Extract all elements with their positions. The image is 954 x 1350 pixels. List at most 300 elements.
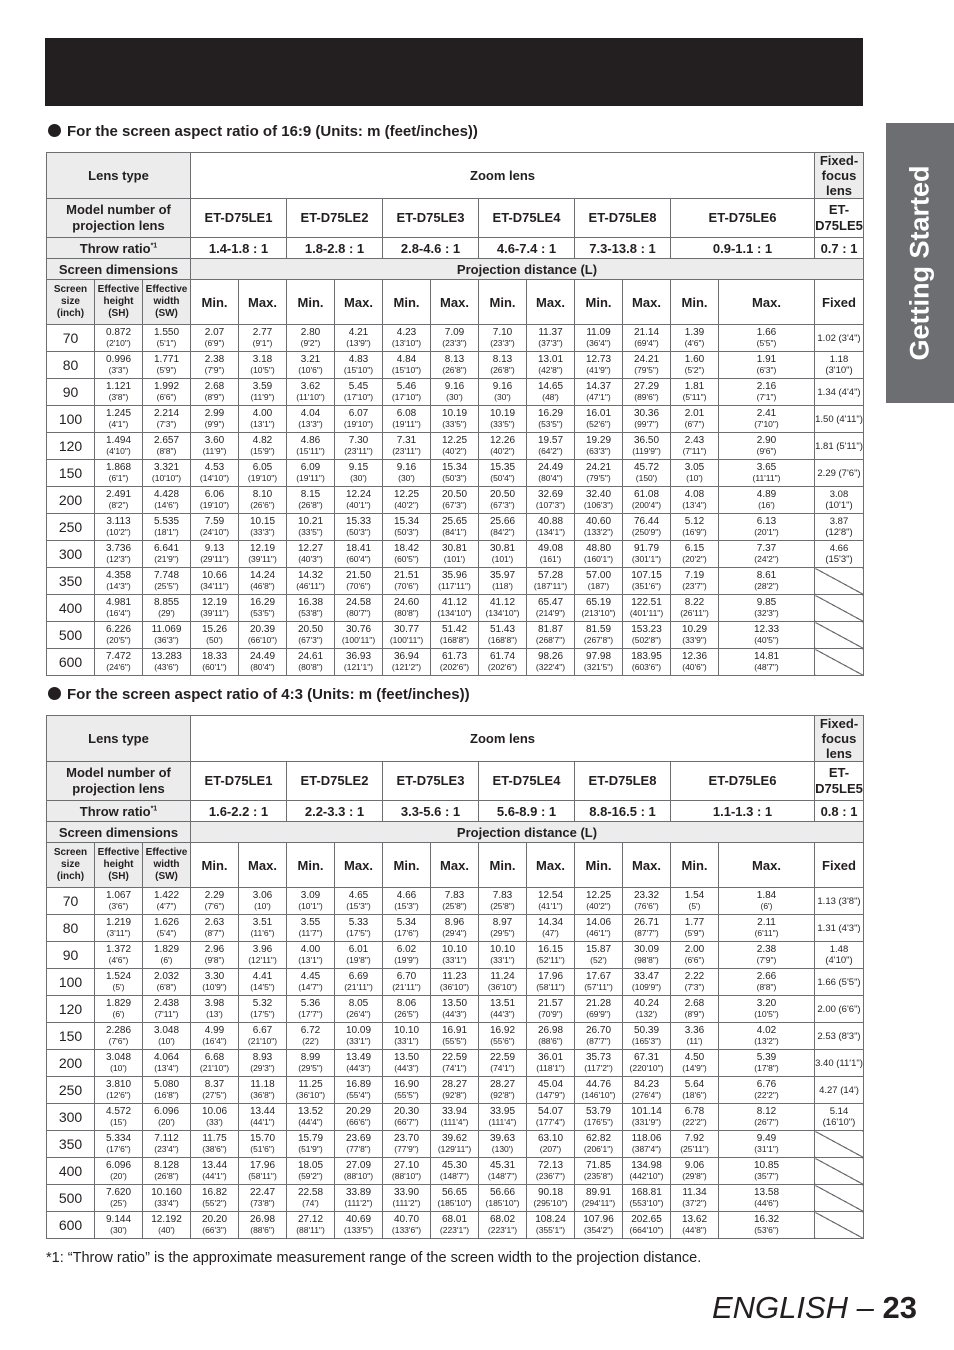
value-m: 202.65 [631,1214,662,1225]
distance-cell [239,1104,287,1131]
value-ft: (17'10") [343,392,374,402]
distance-cell [383,1158,431,1185]
distance-cell [239,942,287,969]
distance-cell [719,595,815,622]
value-m: 16.90 [393,1079,420,1090]
table-row [47,1158,864,1185]
value-m: 36.94 [393,651,420,662]
distance-cell [95,1023,143,1050]
value-m: 5.34 [396,917,417,928]
value-ft: (11'6") [250,928,275,938]
distance-cell [479,379,527,406]
distance-cell [383,1050,431,1077]
table-row [47,1131,864,1158]
distance-cell [575,915,623,942]
distance-cell [671,514,719,541]
distance-cell [191,622,239,649]
value-ft: (26'7") [754,1117,779,1127]
col-min: Min. [383,280,431,325]
value-m: 107.96 [583,1214,614,1225]
distance-cell [527,487,575,514]
distance-cell [239,1131,287,1158]
value-m: 16.01 [585,408,612,419]
value-m: 10.19 [489,408,516,419]
value-ft: (36'10") [439,982,470,992]
value-m: 5.33 [348,917,369,928]
col-max: Max. [719,280,815,325]
value-ft: (11'9") [250,392,275,402]
distance-cell [479,622,527,649]
value-m: 3.55 [300,917,321,928]
distance-cell [143,1131,191,1158]
distance-cell [527,969,575,996]
value-m: 2.68 [684,998,705,1009]
value-m: 6.72 [300,1025,321,1036]
distance-cell [575,352,623,379]
value-ft: (29') [158,608,175,618]
throw-ratio-label [47,238,191,259]
value-m: 40.69 [345,1214,372,1225]
distance-cell [287,352,335,379]
distance-cell [671,969,719,996]
distance-cell [719,1158,815,1185]
value-ft: (10'5") [250,365,275,375]
value-m: 4.358 [105,570,132,581]
section-tab[interactable] [886,123,954,403]
value-m: 18.33 [201,651,228,662]
distance-cell [383,406,431,433]
value-m: 11.23 [442,971,467,982]
value-m: 21.28 [585,998,612,1009]
value-m: 21.50 [345,570,372,581]
value-m: 9.16 [396,462,417,473]
value-m: 8.61 [756,570,777,581]
distance-cell [575,649,623,676]
col-effective-height: Effective height (SH) [95,843,143,888]
value-m: 4.02 [756,1025,777,1036]
value-m: 6.641 [153,543,180,554]
value-m: 6.05 [252,462,273,473]
value-m: 5.39 [756,1052,777,1063]
table-row [47,1077,864,1104]
value-ft: (32'3") [754,608,779,618]
value-ft: (84'2") [490,527,515,537]
distance-cell [527,1104,575,1131]
value-m: 4.21 [348,327,369,338]
value-m: 2.16 [756,381,777,392]
value-m: 118.06 [631,1133,662,1144]
value-m: 12.19 [201,597,228,608]
value-m: 6.01 [348,944,369,955]
value-ft: (80'4") [250,662,275,672]
distance-cell [287,379,335,406]
value-m: 3.321 [153,462,180,473]
value-ft: (20'1") [754,527,779,537]
value-ft: (6') [760,901,773,911]
value-ft: (17'7") [298,1009,323,1019]
value-ft: (25'5") [154,581,179,591]
distance-cell [335,1212,383,1239]
value-m: 12.33 [753,624,780,635]
value-m: 16.32 [753,1214,780,1225]
value-m: 11.09 [586,327,611,338]
distance-cell [671,649,719,676]
value-ft: (21'11") [344,982,373,992]
value-m: 15.79 [297,1133,324,1144]
table-title: For the screen aspect ratio of 16:9 (Units: m (feet/inches)) [67,123,478,140]
distance-cell [671,622,719,649]
col-effective-height: Effective height (SH) [95,280,143,325]
throw-table-16-9 [46,152,864,676]
value-ft: (8'8") [156,446,177,456]
col-min: Min. [575,843,623,888]
value-m: 20.50 [441,489,468,500]
value-m: 24.58 [345,597,372,608]
value-ft: (18'6") [682,1090,707,1100]
value-m: 32.69 [537,489,564,500]
value-m: 24.60 [393,597,420,608]
distance-cell [95,1050,143,1077]
value-ft: (23'7") [682,581,707,591]
distance-cell [575,1077,623,1104]
distance-cell [191,325,239,352]
distance-cell [143,888,191,915]
table-row [47,969,864,996]
value-ft: (76'6") [634,901,659,911]
value-ft: (40'2") [490,446,515,456]
value-ft: (250'9") [631,527,662,537]
value-m: 1.219 [105,917,132,928]
value-ft: (66'10") [247,635,278,645]
value-ft: (50'4") [490,473,515,483]
value-m: 6.68 [204,1052,225,1063]
value-ft: (51'9") [298,1144,323,1154]
screen-size: 80 [47,915,95,942]
screen-dimensions-label: Screen dimensions [47,822,191,843]
distance-cell [719,1077,815,1104]
value-ft: (17'5") [250,1009,275,1019]
value-ft: (79'5") [586,473,611,483]
lens-type-label: Lens type [47,716,191,762]
col-max: Max. [719,843,815,888]
value-m: 8.05 [348,998,369,1009]
value-m: 16.91 [441,1025,468,1036]
col-screen-size: Screen size (inch) [47,280,95,325]
distance-cell [335,595,383,622]
value-ft: (42'8") [538,365,563,375]
value-m: 15.87 [585,944,612,955]
value-m: 4.00 [252,408,273,419]
value-m: 14.32 [297,570,324,581]
value-m: 2.38 [204,354,225,365]
value-m: 1.39 [684,327,705,338]
distance-cell [479,568,527,595]
screen-size: 200 [47,487,95,514]
distance-cell [383,942,431,969]
distance-cell [575,1158,623,1185]
distance-cell [335,460,383,487]
value-ft: (50'3") [346,527,371,537]
value-ft: (6'6") [156,392,177,402]
value-m: 2.657 [153,435,180,446]
value-ft: (351'6") [631,581,662,591]
table-heading-4-3 [48,686,470,703]
col-screen-size: Screen size (inch) [47,843,95,888]
value-m: 17.96 [537,971,564,982]
value-ft: (44'1") [202,1171,227,1181]
value-ft: (16') [758,500,775,510]
distance-cell [623,1185,671,1212]
value-ft: (502'8") [631,635,662,645]
table-row [47,541,864,568]
value-m: 6.096 [105,1160,132,1171]
distance-cell [623,1023,671,1050]
value-m: 11.069 [151,624,182,635]
distance-cell [287,942,335,969]
value-m: 65.19 [585,597,612,608]
value-ft: (5') [688,901,701,911]
value-m: 81.87 [537,624,564,635]
value-m: 67.31 [633,1052,660,1063]
value-ft: (53'8") [298,608,323,618]
value-ft: (100'11") [341,635,376,645]
model-name: ET-D75LE8 [575,762,671,801]
value-m: 1.121 [105,381,132,392]
distance-cell [95,379,143,406]
value-ft: (26'5") [394,1009,419,1019]
value-m: 12.25 [393,489,420,500]
value-m: 19.57 [537,435,564,446]
value-m: 13.58 [753,1187,780,1198]
value-m: 61.74 [489,651,516,662]
value-m: 4.99 [204,1025,225,1036]
zoom-lens-label: Zoom lens [191,153,815,199]
value-ft: (77'8") [346,1144,371,1154]
distance-cell [671,487,719,514]
distance-cell [95,649,143,676]
value-m: 56.65 [441,1187,468,1198]
distance-cell [239,996,287,1023]
value-ft: (121'2") [391,662,422,672]
value-ft: (19'9") [394,955,419,965]
model-name: ET-D75LE1 [191,199,287,238]
value-m: 12.54 [537,890,564,901]
distance-cell [719,487,815,514]
distance-cell [287,487,335,514]
distance-cell [287,915,335,942]
value-m: 7.92 [684,1133,705,1144]
value-ft: (21'9") [154,554,179,564]
table-row [47,460,864,487]
col-max: Max. [239,843,287,888]
value-m: 2.22 [684,971,705,982]
value-ft: (44'4") [298,1117,323,1127]
distance-cell [191,1185,239,1212]
value-ft: (16'4") [106,608,131,618]
distance-cell [95,1077,143,1104]
distance-cell [479,1023,527,1050]
value-m: 7.19 [684,570,705,581]
distance-cell [431,1158,479,1185]
value-m: 183.95 [631,651,662,662]
value-ft: (130') [491,1144,514,1154]
value-m: 45.72 [633,462,660,473]
value-m: 1.91 [756,354,777,365]
value-m: 6.15 [684,543,705,554]
value-ft: (111'4") [488,1117,517,1127]
distance-cell [623,1077,671,1104]
throw-ratio-value: 2.2-3.3 : 1 [287,801,383,822]
distance-cell [431,1212,479,1239]
page-label: ENGLISH – [711,1290,874,1325]
distance-cell [431,649,479,676]
value-ft: (207') [539,1144,562,1154]
distance-cell [95,1131,143,1158]
value-ft: (14'6") [154,500,179,510]
distance-cell [623,969,671,996]
value-ft: (9'9") [204,419,225,429]
value-ft: (35'7") [754,1171,779,1181]
throw-ratio-row [47,801,864,822]
distance-cell [383,649,431,676]
value-ft: (15'11") [296,446,325,456]
throw-ratio-value: 4.6-7.4 : 1 [479,238,575,259]
value-m: 2.41 [756,408,777,419]
value-m: 6.70 [396,971,417,982]
value-ft: (55'2") [202,1198,227,1208]
value-ft: (25'8") [442,901,467,911]
value-m: 4.08 [684,489,705,500]
table-row [47,1212,864,1239]
value-m: 41.12 [441,597,468,608]
value-m: 5.334 [105,1133,132,1144]
value-m: 50.39 [633,1025,660,1036]
distance-cell [671,942,719,969]
screen-size: 350 [47,1131,95,1158]
value-ft: (7'9") [204,365,225,375]
value-ft: (4'7") [156,901,177,911]
distance-cell [575,969,623,996]
distance-cell [287,460,335,487]
col-max: Max. [431,843,479,888]
value-m: 168.81 [631,1187,662,1198]
distance-cell [623,1131,671,1158]
distance-cell [479,595,527,622]
value-m: 61.73 [441,651,468,662]
value-m: 16.29 [249,597,276,608]
value-ft: (36'10") [295,1090,326,1100]
value-ft: (25') [110,1198,127,1208]
value-ft: (33'1") [394,1036,419,1046]
value-m: 89.91 [585,1187,612,1198]
value-m: 1.829 [153,944,180,955]
value-ft: (26'4") [346,1009,371,1019]
value-ft: (26'8") [154,1171,179,1181]
col-max: Max. [623,843,671,888]
value-m: 19.29 [585,435,612,446]
value-ft: (3'6") [108,901,129,911]
value-m: 153.23 [631,624,662,635]
value-m: 2.80 [300,327,321,338]
distance-cell [287,1212,335,1239]
throw-ratio-text: Throw ratio [79,803,151,819]
value-ft: (301'1") [631,554,662,564]
value-ft: (442'10") [629,1171,664,1181]
distance-cell [623,352,671,379]
value-m: 65.47 [537,597,564,608]
value-m: 33.89 [345,1187,372,1198]
distance-cell [431,352,479,379]
value-ft: (44'3") [394,1063,419,1073]
value-m: 2.032 [153,971,180,982]
distance-cell [431,622,479,649]
value-m: 10.10 [441,944,468,955]
value-m: 11.37 [538,327,563,338]
screen-size: 70 [47,325,95,352]
distance-cell [623,915,671,942]
distance-cell [335,1185,383,1212]
distance-cell [191,649,239,676]
value-ft: (5'5") [756,338,777,348]
distance-cell [719,915,815,942]
distance-cell [383,1023,431,1050]
col-max: Max. [431,280,479,325]
value-ft: (28'2") [754,581,779,591]
value-ft: (44'6") [754,1198,779,1208]
throw-ratio-value: 7.3-13.8 : 1 [575,238,671,259]
distance-cell [575,1131,623,1158]
value-m: 33.94 [441,1106,468,1117]
distance-cell [479,888,527,915]
value-m: 33.95 [489,1106,516,1117]
fixed-distance: 5.14 (16'10") [815,1104,864,1131]
distance-cell [431,996,479,1023]
screen-size: 400 [47,1158,95,1185]
table-row [47,1104,864,1131]
distance-cell [719,406,815,433]
value-m: 25.66 [489,516,516,527]
distance-cell [287,1185,335,1212]
not-applicable-cell [815,568,864,595]
table-heading-16-9 [48,123,478,140]
value-m: 4.82 [252,435,273,446]
value-ft: (7'11") [154,1009,179,1019]
value-m: 2.00 [684,944,705,955]
value-m: 57.00 [585,570,612,581]
distance-cell [623,1104,671,1131]
table-row [47,888,864,915]
value-ft: (88'10") [391,1171,422,1181]
value-m: 1.77 [684,917,705,928]
value-m: 30.77 [393,624,420,635]
value-ft: (9'1") [252,338,273,348]
distance-cell [95,622,143,649]
value-m: 26.70 [585,1025,612,1036]
value-m: 2.214 [153,408,180,419]
value-ft: (5'9") [156,365,177,375]
distance-cell [143,942,191,969]
value-ft: (52'11") [536,955,565,965]
distance-cell [671,1104,719,1131]
value-ft: (13'4") [682,500,707,510]
throw-ratio-value: 0.7 : 1 [815,238,864,259]
value-m: 4.65 [348,890,369,901]
value-ft: (10'9") [202,982,227,992]
value-ft: (14'10") [199,473,230,483]
value-ft: (46'8") [250,581,275,591]
distance-cell [191,1158,239,1185]
value-ft: (99'7") [634,419,659,429]
